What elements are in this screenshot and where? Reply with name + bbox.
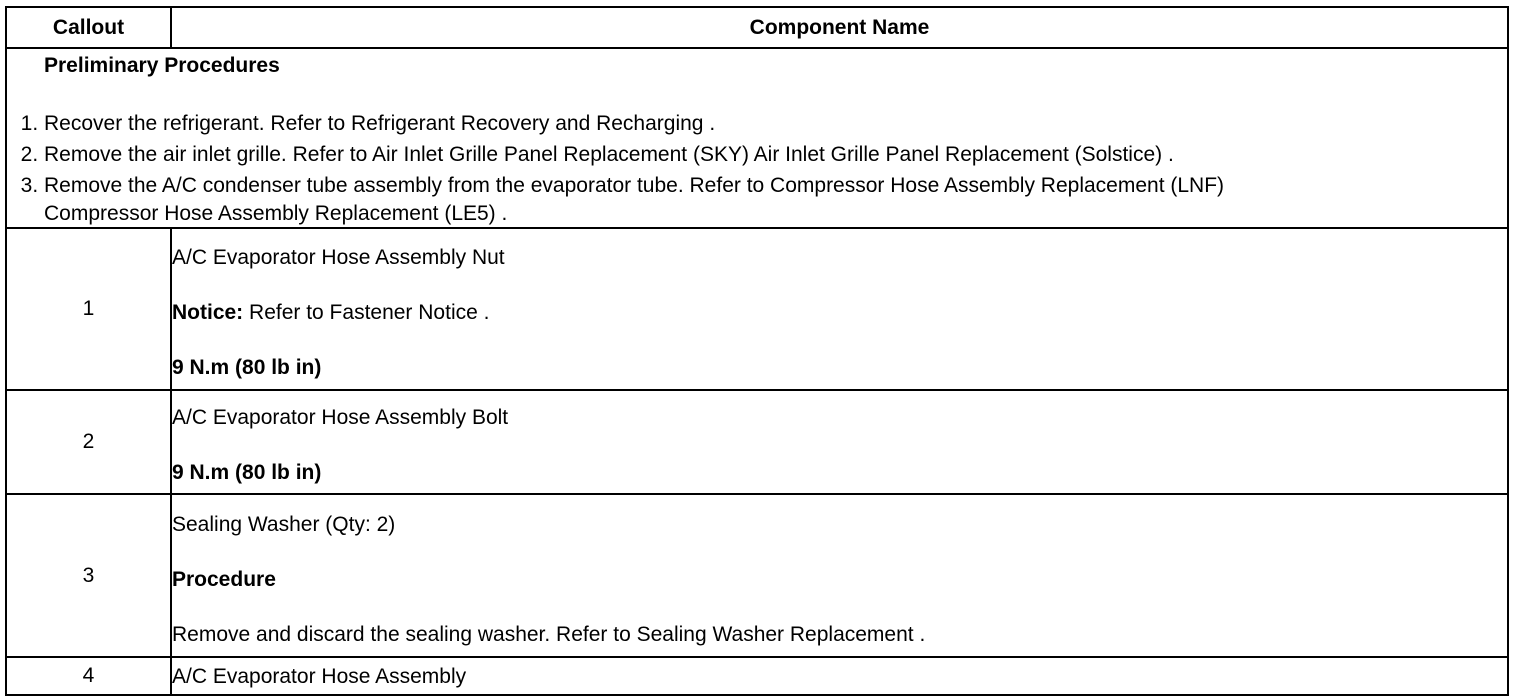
component-cell	[171, 228, 1508, 390]
component-name: A/C Evaporator Hose Assembly Nut	[172, 246, 505, 269]
torque-spec: 9 N.m (80 lb in)	[172, 460, 322, 484]
preliminary-step-3-line-2: Compressor Hose Assembly Replacement (LE5) .	[44, 202, 508, 225]
procedure-text: Remove and discard the sealing washer. Refer to Sealing Washer Replacement .	[172, 622, 926, 646]
callout-number: 3	[6, 494, 171, 657]
preliminary-procedures-cell	[6, 48, 1508, 228]
component-name: A/C Evaporator Hose Assembly	[172, 664, 467, 688]
table-row	[6, 228, 1508, 390]
procedure-label: Procedure	[172, 567, 276, 591]
component-name-header: Component Name	[171, 7, 1508, 48]
table-row	[6, 390, 1508, 494]
component-cell	[171, 390, 1508, 494]
table-row	[6, 657, 1508, 695]
notice-line	[172, 299, 1507, 327]
torque-spec: 9 N.m (80 lb in)	[172, 356, 322, 379]
component-cell	[171, 657, 1508, 695]
callout-number: 4	[6, 657, 171, 695]
table-row	[6, 494, 1508, 657]
preliminary-step-3-line-1: Remove the A/C condenser tube assembly from the evaporator tube. Refer to Compressor Hose Assembly Replacement (LNF)	[44, 174, 1225, 197]
notice-text: Refer to Fastener Notice .	[243, 301, 490, 324]
preliminary-row	[6, 48, 1508, 228]
preliminary-step-2: 2. Remove the air inlet grille. Refer to Air Inlet Grille Panel Replacement (SKY) Air Inlet Grille Panel Replacement (Solstice) .	[44, 139, 1507, 170]
component-cell	[171, 494, 1508, 657]
component-name: A/C Evaporator Hose Assembly Bolt	[172, 405, 509, 429]
callout-number: 2	[6, 390, 171, 494]
component-name: Sealing Washer (Qty: 2)	[172, 512, 396, 536]
procedure-table	[5, 6, 1509, 696]
preliminary-procedures-title: Preliminary Procedures	[44, 54, 280, 77]
preliminary-step-3	[44, 170, 1507, 227]
callout-header: Callout	[6, 7, 171, 48]
preliminary-steps-list	[7, 108, 1507, 227]
header-row	[6, 7, 1508, 48]
callout-number: 1	[6, 228, 171, 390]
notice-label: Notice:	[172, 301, 244, 324]
preliminary-step-1: 1. Recover the refrigerant. Refer to Refrigerant Recovery and Recharging .	[44, 108, 1507, 139]
